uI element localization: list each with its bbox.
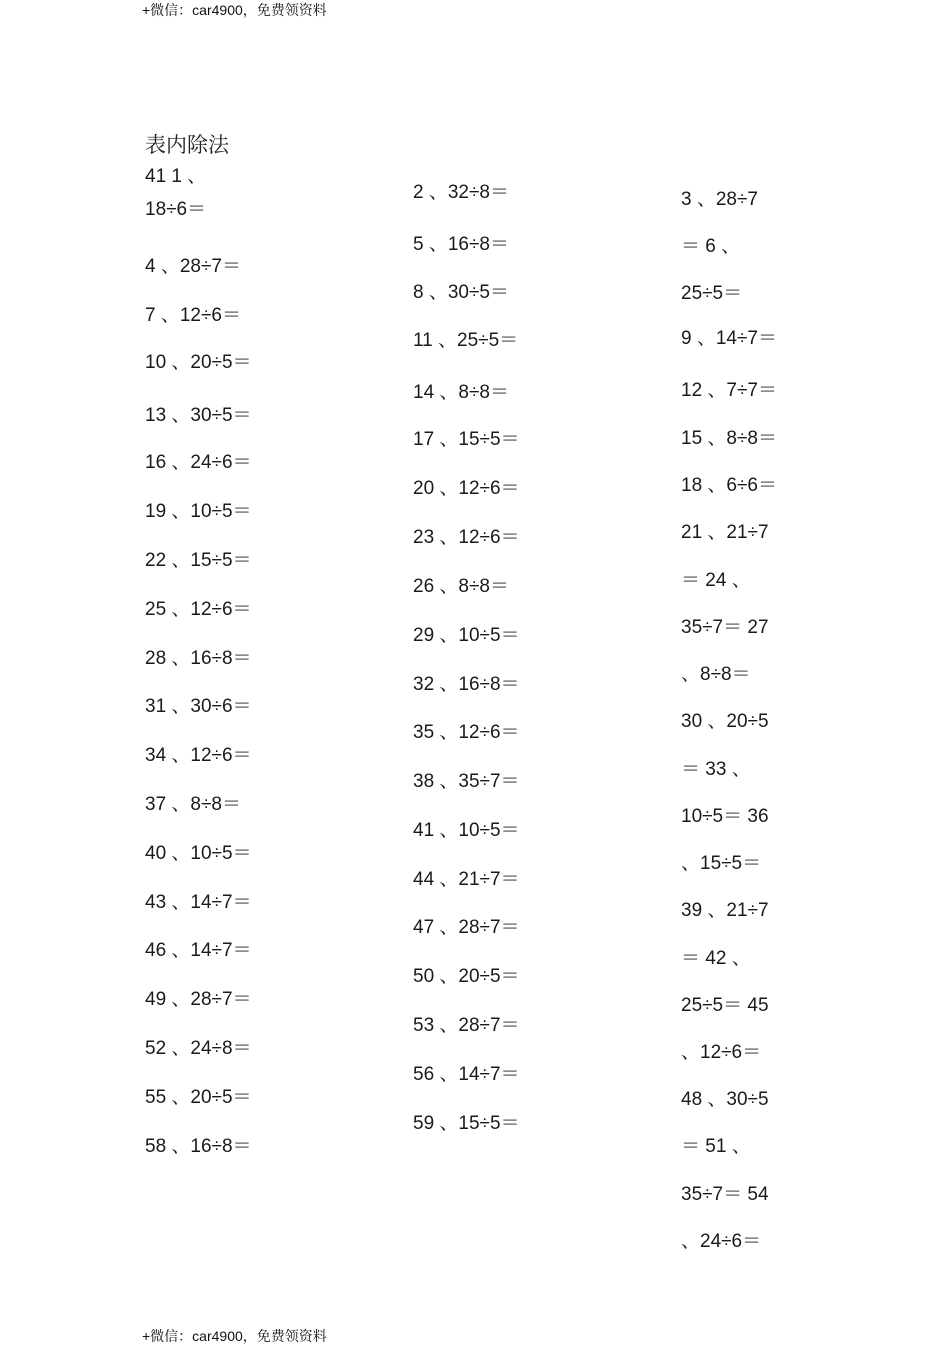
problem-line: ＝ 51 、 — [681, 1136, 751, 1157]
problem-line: 19 、10÷5＝ — [145, 501, 252, 522]
problem-line: 、12÷6＝ — [681, 1042, 762, 1063]
problem-line: 13 、30÷5＝ — [145, 405, 252, 426]
problem-line: 55 、20÷5＝ — [145, 1087, 252, 1108]
problem-line: 28 、16÷8＝ — [145, 648, 252, 669]
problem-line: 35 、12÷6＝ — [413, 722, 520, 743]
problem-line: 43 、14÷7＝ — [145, 892, 252, 913]
problem-line: ＝ 24 、 — [681, 570, 751, 591]
problem-line: 49 、28÷7＝ — [145, 989, 252, 1010]
problem-line: 58 、16÷8＝ — [145, 1136, 252, 1157]
problem-line: 23 、12÷6＝ — [413, 527, 520, 548]
page-title: 表内除法 — [145, 133, 229, 157]
problem-line: 32 、16÷8＝ — [413, 674, 520, 695]
problem-line: 10÷5＝ 36 — [681, 806, 769, 827]
problem-line: 35÷7＝ 27 — [681, 617, 769, 638]
problem-line: 38 、35÷7＝ — [413, 771, 520, 792]
problem-line: 11 、25÷5＝ — [413, 330, 519, 351]
problem-line: 18÷6＝ — [145, 199, 207, 220]
problem-line: 30 、20÷5 — [681, 711, 769, 732]
problem-line: 22 、15÷5＝ — [145, 550, 252, 571]
problem-line: 14 、8÷8＝ — [413, 382, 509, 403]
problem-line: 25 、12÷6＝ — [145, 599, 252, 620]
problem-line: 5 、16÷8＝ — [413, 234, 509, 255]
problem-line: 34 、12÷6＝ — [145, 745, 252, 766]
problem-line: 21 、21÷7 — [681, 522, 769, 543]
problem-line: 53 、28÷7＝ — [413, 1015, 520, 1036]
problem-line: 39 、21÷7 — [681, 900, 769, 921]
problem-line: 9 、14÷7＝ — [681, 328, 777, 349]
problem-line: 12 、7÷7＝ — [681, 380, 777, 401]
problem-line: 41 1 、 — [145, 166, 207, 187]
problem-line: 56 、14÷7＝ — [413, 1064, 520, 1085]
problem-line: 20 、12÷6＝ — [413, 478, 520, 499]
watermark-bottom: +微信：car4900，免费领资料 — [142, 1328, 327, 1344]
problem-line: ＝ 33 、 — [681, 759, 751, 780]
problem-line: 44 、21÷7＝ — [413, 869, 520, 890]
problem-line: 46 、14÷7＝ — [145, 940, 252, 961]
problem-line: 48 、30÷5 — [681, 1089, 769, 1110]
problem-line: 10 、20÷5＝ — [145, 352, 252, 373]
problem-line: 41 、10÷5＝ — [413, 820, 520, 841]
problem-line: 4 、28÷7＝ — [145, 256, 241, 277]
problem-line: 16 、24÷6＝ — [145, 452, 252, 473]
problem-line: 59 、15÷5＝ — [413, 1113, 520, 1134]
problem-line: 8 、30÷5＝ — [413, 282, 509, 303]
problem-line: 31 、30÷6＝ — [145, 696, 252, 717]
problem-line: 17 、15÷5＝ — [413, 429, 520, 450]
problem-line: 2 、32÷8＝ — [413, 182, 509, 203]
problem-line: 26 、8÷8＝ — [413, 576, 509, 597]
problem-line: 、15÷5＝ — [681, 853, 762, 874]
problem-line: 、8÷8＝ — [681, 664, 751, 685]
problem-line: ＝ 42 、 — [681, 948, 751, 969]
problem-line: 29 、10÷5＝ — [413, 625, 520, 646]
problem-line: 37 、8÷8＝ — [145, 794, 241, 815]
problem-line: 3 、28÷7 — [681, 189, 758, 210]
problem-line: 15 、8÷8＝ — [681, 428, 777, 449]
problem-line: 52 、24÷8＝ — [145, 1038, 252, 1059]
problem-line: ＝ 6 、 — [681, 236, 741, 257]
problem-line: 50 、20÷5＝ — [413, 966, 520, 987]
watermark-top: +微信：car4900，免费领资料 — [142, 2, 327, 18]
problem-line: 、24÷6＝ — [681, 1231, 762, 1252]
problem-line: 35÷7＝ 54 — [681, 1184, 769, 1205]
problem-line: 47 、28÷7＝ — [413, 917, 520, 938]
problem-line: 25÷5＝ — [681, 283, 743, 304]
problem-line: 25÷5＝ 45 — [681, 995, 769, 1016]
problem-line: 18 、6÷6＝ — [681, 475, 777, 496]
problem-line: 7 、12÷6＝ — [145, 305, 241, 326]
problem-line: 40 、10÷5＝ — [145, 843, 252, 864]
